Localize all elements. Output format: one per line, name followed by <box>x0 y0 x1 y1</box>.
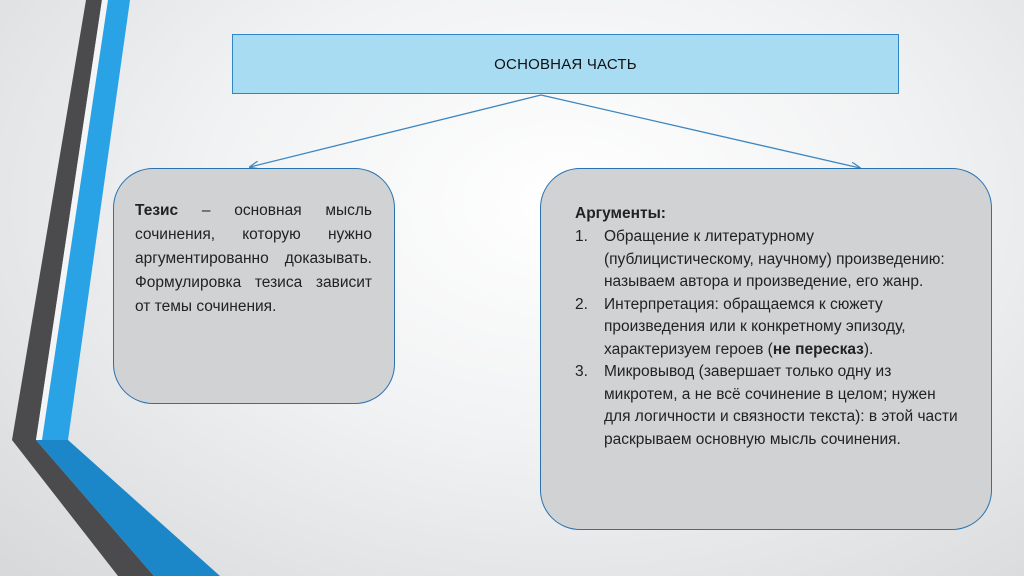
argument-text: Обращение к литературному (публицистическому, научному) произведению: называем автора и произведение, его жанр. <box>604 228 945 290</box>
main-part-title: ОСНОВНАЯ ЧАСТЬ <box>494 55 637 73</box>
thesis-term: Тезис <box>135 202 179 219</box>
arguments-heading: Аргументы: <box>575 205 666 222</box>
arrow-to-thesis <box>250 95 541 167</box>
argument-text-after: ). <box>863 340 874 358</box>
arguments-list <box>575 226 963 451</box>
argument-item <box>575 226 963 294</box>
argument-text: Микровывод (завершает только одну из микротем, а не всё сочинение в целом; нужен для логичности и связности текста): в этой части раскрываем основную мысль сочинения. <box>604 363 958 448</box>
argument-text-before: Интерпретация: обращаемся к сюжету произведения или к конкретному эпизоду, характеризуем героев ( <box>604 295 906 358</box>
arrow-to-arguments <box>541 95 860 168</box>
argument-item <box>575 361 963 451</box>
main-part-title-box <box>232 34 899 94</box>
thesis-definition: – основная мысль сочинения, которую нужно аргументированно доказывать. Формулировка тезиса зависит от темы сочинения. <box>135 202 372 315</box>
argument-number: 1. <box>575 228 588 245</box>
thesis-text <box>135 199 372 319</box>
argument-number: 3. <box>575 363 588 380</box>
arguments-card <box>540 168 992 530</box>
thesis-card <box>113 168 395 404</box>
argument-item <box>575 294 963 362</box>
argument-number: 2. <box>575 295 588 313</box>
argument-bold-note: не пересказ <box>772 340 864 358</box>
